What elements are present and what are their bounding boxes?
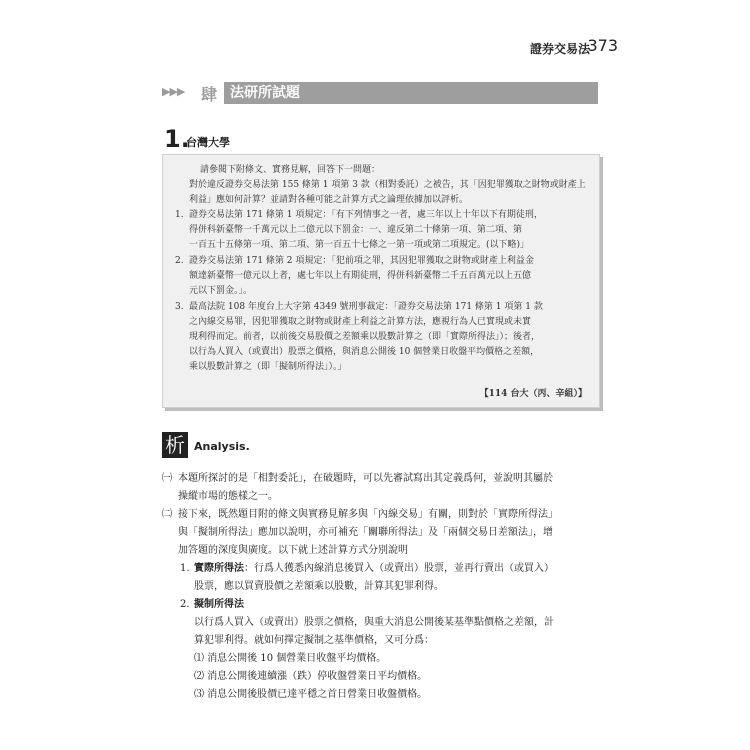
question-box [162, 154, 600, 408]
statute-item-line: 最高法院 108 年度台上大字第 4349 號刑事裁定：「證券交易法第 171 條第 1 項第 1 款 [189, 302, 543, 312]
statute-item [175, 254, 593, 299]
sub-item-number: ⑵ [194, 671, 204, 682]
sub-item-number: ⑴ [194, 653, 204, 664]
question-intro: 請參閱下附條文、實務見解，回答下一問題： [200, 165, 381, 175]
statute-item-line: 得併科新臺幣一千萬元以上二億元以下罰金：一、違反第二十條第一項、第二項、第 [189, 225, 523, 235]
sub-item-text: 消息公開後 10 個營業日收盤平均價格。 [207, 653, 387, 664]
statute-item-line: 證券交易法第 171 條第 1 項規定：「有下列情事之一者，處三年以上十年以下有期徒刑， [189, 210, 543, 220]
paragraph-marker: ㈠ [162, 473, 172, 484]
paragraph-line: 接下來，既然題目附的條文與實務見解多與「內線交易」有關，則對於「實際所得法」 [178, 509, 558, 520]
statute-item [175, 300, 593, 375]
statute-item-line: 一百五十五條第一項、第二項、第一百五十七條之一第一項或第二項規定。(以下略)」 [189, 240, 530, 250]
statute-item-line: 額達新臺幣一億元以上者，處七年以上有期徒刑，得併科新臺幣二千五百萬元以上五億 [189, 271, 532, 281]
method-line: ：行爲人獲悉內線消息後買入（或賣出）股票，並再行賣出（或買入） [244, 563, 554, 574]
paragraph-line: 本題所探討的是「相對委託」，在破題時，可以先審試寫出其定義爲何，並說明其屬於 [178, 473, 553, 484]
page-number: 373 [587, 36, 618, 55]
statute-item-line: 證券交易法第 171 條第 2 項規定：「犯前項之罪，其因犯罪獲取之財物或財產上利益金 [189, 256, 534, 266]
sub-item-text: 消息公開後連續漲（跌）停收盤營業日平均價格。 [207, 671, 428, 682]
statute-item-number: 1. [175, 210, 184, 220]
statute-item-line: 之內線交易罪，因犯罪獲取之財物或財產上利益之計算方法，應視行為人已實現或未實 [189, 317, 532, 327]
method-number: 2. [180, 599, 190, 610]
method-line: 股票，應以買賣股價之差額乘以股數，計算其犯罪利得。 [194, 581, 444, 592]
sub-item-text: 消息公開後股價已達平穩之首日營業日收盤價格。 [207, 689, 428, 700]
page-header [0, 36, 750, 62]
method-label: 擬制所得法 [194, 599, 244, 610]
paragraph-line: 與「擬制所得法」應加以說明，亦可補充「關聯所得法」及「兩個交易日差額法」，增 [178, 527, 553, 538]
paragraph-line: 加答題的深度與廣度。以下就上述計算方式分別說明 [178, 545, 408, 556]
statute-item-number: 2. [175, 256, 184, 266]
statute-item-line: 元以下罰金。」。 [189, 286, 253, 296]
question-number: 1. [164, 125, 190, 153]
method-line: 以行爲人買入（或賣出）股票之價格，與重大消息公開後某基準點價格之差額，計 [194, 617, 554, 628]
statute-item-line: 乘以股數計算之（即「擬制所得法」）。」 [189, 362, 347, 372]
sub-item [194, 650, 594, 668]
method-label: 實際所得法 [194, 563, 244, 574]
triple-arrow-icon: ▶▶▶ [162, 85, 185, 98]
sub-item [194, 686, 594, 704]
question-school: 台灣大學 [186, 136, 230, 149]
statute-item [175, 208, 593, 253]
statute-item-number: 3. [175, 302, 184, 312]
method-line: 算犯罪利得。就如何擇定擬制之基準價格，又可分爲： [194, 635, 434, 646]
sub-item [194, 668, 594, 686]
analysis-title: Analysis. [194, 440, 250, 453]
paragraph-line: 操縱市場的態樣之一。 [178, 491, 278, 502]
question-source: 【114 台大（丙、辛組）】 [479, 389, 587, 399]
section-number: 肆 [201, 85, 218, 104]
section-heading [162, 82, 598, 104]
statute-item-line: 現利得而定。前者，以前後交易股價之差額乘以股數計算之（即「實際所得法」）；後者， [189, 332, 541, 342]
analysis-badge-icon: 析 [162, 432, 188, 458]
running-title: 證券交易法 [529, 42, 590, 56]
section-title: 法研所試題 [224, 82, 598, 104]
question-prompt: 對於違反證券交易法第 155 條第 1 項第 3 款（相對委託）之被告，其「因犯罪獲取之財物或財產上利益」應如何計算？並請對各種可能之計算方式之論理依據加以評析。 [189, 180, 586, 205]
paragraph-marker: ㈡ [162, 509, 172, 520]
sub-item-number: ⑶ [194, 689, 204, 700]
method-number: 1. [180, 563, 190, 574]
statute-item-line: 以行為人買入（或賣出）股票之價格，與消息公開後 10 個營業日收盤平均價格之差額， [189, 347, 540, 357]
